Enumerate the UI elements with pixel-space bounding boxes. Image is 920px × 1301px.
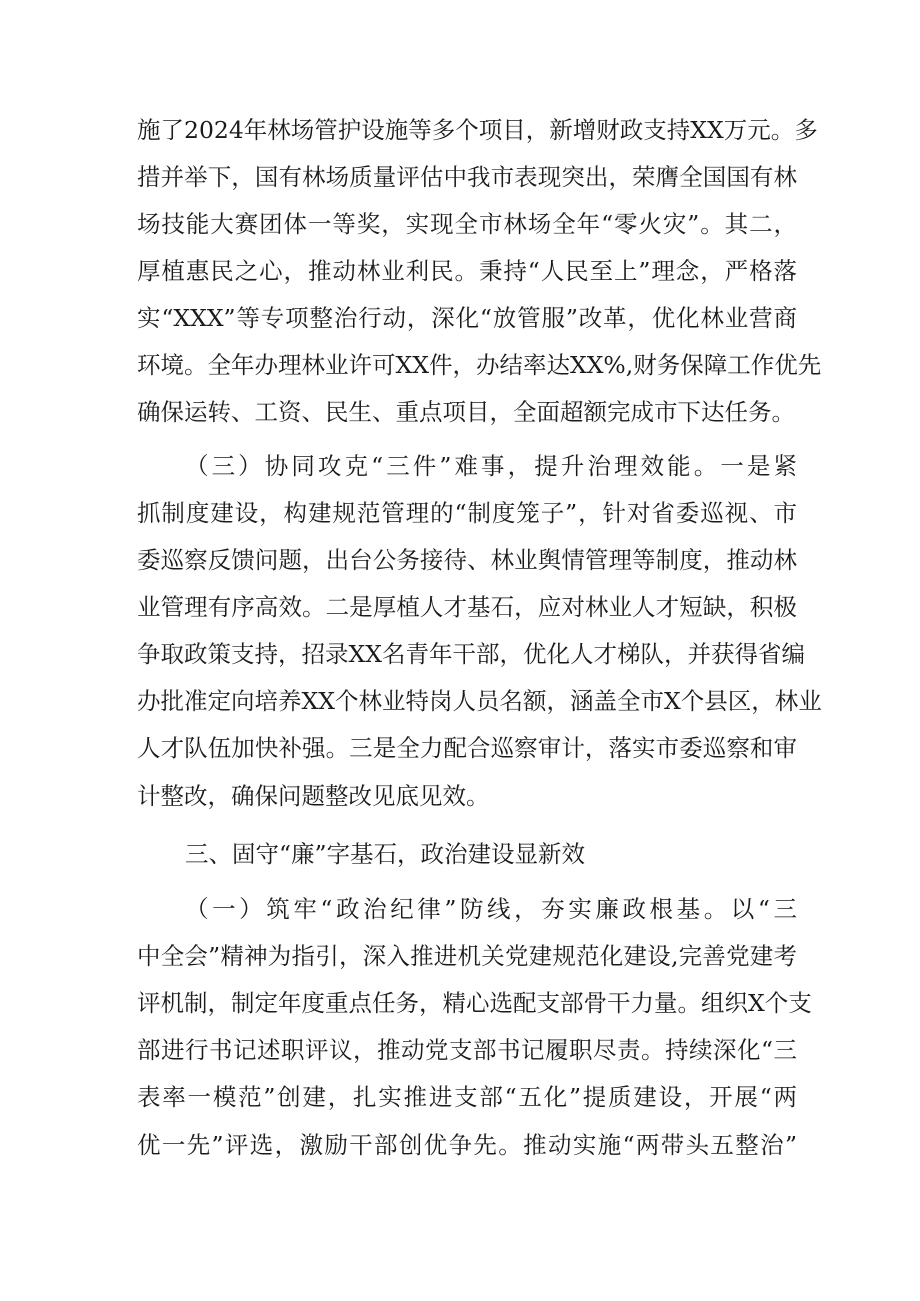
paragraph-line: 措并举下，国有林场质量评估中我市表现突出，荣膺全国国有林 — [137, 163, 797, 191]
paragraph-line: 评机制，制定年度重点任务，精心选配支部骨干力量。组织X个支 — [137, 989, 812, 1017]
paragraph-line: 环境。全年办理林业许可XX件，办结率达XX%,财务保障工作优先 — [137, 351, 822, 379]
subsection-heading-line: （一）筑牢“政治纪律”防线，夯实廉政根基。以“三 — [185, 895, 797, 923]
paragraph-line: 抓制度建设，构建规范管理的“制度笼子”，针对省委巡视、市 — [137, 499, 797, 527]
paragraph-line: 优一先”评选，激励干部创优争先。推动实施“两带头五整治” — [137, 1131, 797, 1159]
paragraph-line: 确保运转、工资、民生、重点项目，全面超额完成市下达任务。 — [137, 398, 795, 426]
paragraph-line: 厚植惠民之心，推动林业利民。秉持“人民至上”理念，严格落 — [137, 257, 797, 285]
paragraph-line: 中全会”精神为指引，深入推进机关党建规范化建设,完善党建考 — [137, 942, 797, 970]
paragraph-line: 场技能大赛团体一等奖，实现全市林场全年“零火灾”。其二， — [137, 210, 797, 238]
paragraph-line: 人才队伍加快补强。三是全力配合巡察审计，落实市委巡察和审 — [137, 734, 797, 762]
paragraph-line: 委巡察反馈问题，出台公务接待、林业舆情管理等制度，推动林 — [137, 546, 797, 574]
section-heading: 三、固守“廉”字基石，政治建设显新效 — [185, 840, 586, 868]
paragraph-line: 部进行书记述职评议，推动党支部书记履职尽责。持续深化“三 — [137, 1036, 797, 1064]
paragraph-line: 争取政策支持，招录XX名青年干部，优化人才梯队，并获得省编 — [137, 640, 805, 668]
subsection-heading-line: （三）协同攻克“三件”难事，提升治理效能。一是紧 — [185, 452, 797, 480]
paragraph-line: 施了2024年林场管护设施等多个项目，新增财政支持XX万元。多 — [137, 116, 818, 144]
paragraph-line: 业管理有序高效。二是厚植人才基石，应对林业人才短缺，积极 — [137, 593, 797, 621]
paragraph-line: 实“XXX”等专项整治行动，深化“放管服”改革，优化林业营商 — [137, 304, 797, 332]
paragraph-line: 办批准定向培养XX个林业特岗人员名额，涵盖全市X个县区，林业 — [137, 687, 822, 715]
paragraph-line: 表率一模范”创建，扎实推进支部“五化”提质建设，开展“两 — [137, 1083, 797, 1111]
paragraph-line: 计整改，确保问题整改见底见效。 — [137, 782, 490, 810]
